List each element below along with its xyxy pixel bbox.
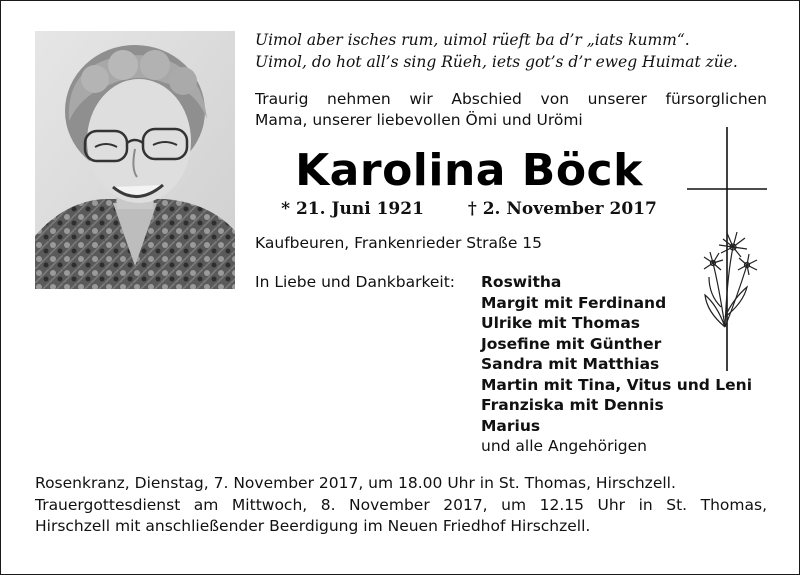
life-dates — [255, 197, 683, 221]
birth-date: * 21. Juni 1921 — [281, 199, 424, 219]
farewell-intro — [255, 89, 767, 131]
portrait-photo — [35, 31, 235, 289]
family-member: Margit mit Ferdinand — [481, 293, 667, 312]
family-member: Franziska mit Dennis — [481, 396, 664, 414]
residence-address: Kaufbeuren, Frankenrieder Straße 15 — [255, 234, 543, 252]
funeral-line: Trauergottesdienst am Mittwoch, 8. November 2017, um 12.15 Uhr in St. Thomas, — [35, 496, 767, 514]
cross-with-edelweiss-icon — [687, 127, 771, 371]
deceased-name: Karolina Böck — [295, 145, 643, 196]
death-date: † 2. November 2017 — [467, 199, 657, 219]
family-member: Sandra mit Matthias — [481, 355, 660, 373]
dialect-poem — [255, 29, 775, 73]
poem-line: Uimol, do hot all’s sing Rüeh, iets got’s d’r eweg Huimat züe. — [255, 53, 738, 71]
family-member: Roswitha — [481, 273, 562, 291]
family-member: Marius — [481, 416, 541, 435]
funeral-line: Hirschzell mit anschließender Beerdigung im Neuen Friedhof Hirschzell. — [35, 517, 591, 535]
funeral-info — [35, 495, 767, 537]
portrait-image — [35, 31, 235, 289]
family-member: Martin mit Tina, Vitus und Leni — [481, 375, 753, 394]
family-member: Ulrike mit Thomas — [481, 314, 641, 332]
intro-line: Traurig nehmen wir Abschied von unserer fürsorglichen — [255, 90, 767, 108]
family-closing: und alle Angehörigen — [481, 437, 647, 455]
family-member: Josefine mit Günther — [481, 334, 662, 353]
rosary-info: Rosenkranz, Dienstag, 7. November 2017, um 18.00 Uhr in St. Thomas, Hirschzell. — [35, 474, 676, 492]
intro-line: Mama, unserer liebevollen Ömi und Urömi — [255, 111, 583, 129]
family-label: In Liebe und Dankbarkeit: — [255, 273, 456, 291]
poem-line: Uimol aber isches rum, uimol rüeft ba d’r „iats kumm“. — [255, 31, 690, 49]
